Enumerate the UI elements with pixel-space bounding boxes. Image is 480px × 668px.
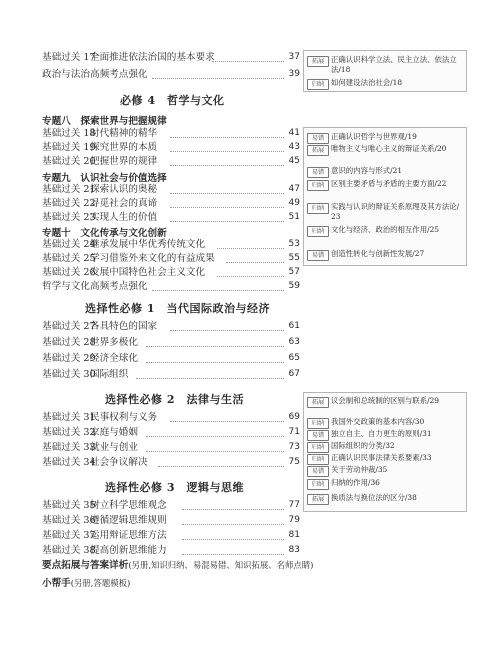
leader-dots: [182, 511, 284, 525]
toc-row-page: 61: [288, 321, 300, 331]
toc-row-title: 把握世界的规律: [90, 156, 158, 167]
note-text: 我国外交政策的基本内容/30: [331, 417, 425, 426]
toc-row-title: 就业与创业: [90, 442, 138, 453]
toc-row-label: 基础过关 17: [42, 52, 96, 63]
toc-row-29[interactable]: [42, 352, 300, 365]
helper-title: 小帮手: [42, 578, 71, 589]
toc-row-title: 探究世界的本质: [90, 142, 158, 153]
toc-row-philosophy-review[interactable]: [42, 280, 300, 293]
toc-row-label: 基础过关 34: [42, 457, 96, 468]
answer-supplement-note: (另册,知识归纳、易混易错、知识拓展、名师点睛): [128, 560, 314, 570]
toc-row-label: 基础过关 35: [42, 500, 96, 511]
toc-row-34[interactable]: [42, 456, 300, 469]
toc-row-label: 基础过关 32: [42, 427, 96, 438]
leader-dots: [158, 453, 284, 467]
note-tag: 易错: [307, 250, 329, 261]
toc-row-title: 时代精神的精华: [90, 128, 158, 139]
note-text: 换质法与换位法的区分/38: [331, 493, 417, 502]
toc-row-page: 77: [288, 500, 300, 510]
toc-row-title: 高频考点强化: [90, 281, 148, 292]
toc-row-20[interactable]: [42, 155, 300, 168]
toc-row-page: 45: [288, 156, 300, 166]
side-notes-box-1: [303, 50, 467, 92]
leader-dots: [182, 496, 284, 510]
note-text: 意识的内容与形式/21: [331, 166, 403, 175]
topic-10-heading: 专题十 文化传承与文化创新: [42, 228, 167, 239]
note-text: 正确认识民事法律关系要素/33: [331, 453, 432, 462]
leader-dots: [146, 423, 284, 437]
note-text: 正确认识科学立法、民主立法、依法立法/18: [331, 55, 457, 74]
toc-row-38[interactable]: [42, 544, 300, 557]
note-tag: 归纳: [307, 79, 329, 90]
toc-row-page: 37: [288, 52, 300, 62]
toc-row-label: 基础过关 37: [42, 530, 96, 541]
toc-row-17[interactable]: [42, 51, 300, 64]
toc-row-page: 51: [288, 212, 300, 222]
note-text: 议会制和总统制的区别与联系/29: [331, 396, 439, 405]
toc-row-label: 哲学与文化: [42, 281, 90, 292]
toc-row-label: 基础过关 23: [42, 212, 96, 223]
note-tag: 易错: [307, 167, 329, 178]
leader-dots: [146, 349, 284, 363]
toc-row-title: 高频考点强化: [90, 69, 148, 80]
leader-dots: [170, 317, 284, 331]
leader-dots: [226, 249, 284, 263]
toc-row-page: 59: [288, 281, 300, 291]
toc-row-label: 基础过关 27: [42, 321, 96, 332]
toc-row-label: 基础过关 26: [42, 267, 96, 278]
leader-dots: [152, 277, 284, 291]
toc-row-page: 69: [288, 412, 300, 422]
toc-row-title: 世界多极化: [90, 337, 138, 348]
note-text: 文化与经济、政治的相互作用/25: [331, 225, 439, 234]
toc-row-title: 提高创新思维能力: [90, 545, 167, 556]
leader-dots: [152, 65, 284, 79]
toc-row-28[interactable]: [42, 336, 300, 349]
note-tag: 拓展: [307, 494, 329, 505]
helper-note: (另册,答题模板): [70, 578, 131, 588]
toc-row-page: 47: [288, 184, 300, 194]
note-tag: 拓展: [307, 397, 329, 408]
leader-dots: [170, 194, 284, 208]
answer-supplement-title: 要点拓展与答案详析: [42, 560, 129, 571]
note-text: 关于劳动仲裁/35: [331, 465, 388, 474]
side-notes-box-2: [303, 127, 467, 266]
topic-9-heading: 专题九 认识社会与价值选择: [42, 173, 167, 184]
toc-row-title: 经济全球化: [90, 353, 138, 364]
toc-row-title: 各具特色的国家: [90, 321, 158, 332]
toc-row-label: 基础过关 29: [42, 353, 96, 364]
section-heading-elective-2: 选择性必修 2 法律与生活: [105, 393, 244, 406]
toc-row-page: 49: [288, 198, 300, 208]
side-notes-box-3: [303, 392, 467, 512]
helper-line: [42, 575, 130, 589]
toc-row-politics-review[interactable]: [42, 68, 300, 81]
toc-row-label: 基础过关 36: [42, 515, 96, 526]
toc-row-label: 政治与法治: [42, 69, 90, 80]
toc-row-label: 基础过关 28: [42, 337, 96, 348]
note-text: 如何建设法治社会/18: [331, 78, 403, 87]
leader-dots: [217, 263, 284, 277]
note-tag: 归纳: [307, 226, 329, 237]
toc-row-title: 民事权利与义务: [90, 412, 158, 423]
section-heading-required-4: 必修 4 哲学与文化: [120, 94, 225, 107]
leader-dots: [170, 180, 284, 194]
note-tag: 归纳: [307, 180, 329, 191]
toc-row-page: 67: [288, 369, 300, 379]
note-text: 唯物主义与唯心主义的辩证关系/20: [331, 144, 447, 153]
leader-dots: [170, 124, 284, 138]
note-tag: 归纳: [307, 203, 329, 214]
toc-row-page: 43: [288, 142, 300, 152]
note-tag: 归纳: [307, 418, 329, 429]
note-text: 独立自主、自力更生的原则/31: [331, 429, 432, 438]
toc-row-label: 基础过关 38: [42, 545, 96, 556]
toc-row-page: 75: [288, 457, 300, 467]
toc-row-page: 81: [288, 530, 300, 540]
leader-dots: [170, 138, 284, 152]
toc-row-title: 寻觅社会的真谛: [90, 198, 158, 209]
toc-row-title: 遵循逻辑思维规则: [90, 515, 167, 526]
leader-dots: [217, 235, 284, 249]
topic-8-heading: 专题八 探索世界与把握规律: [42, 116, 167, 127]
note-text: 正确认识哲学与世界观/19: [331, 132, 417, 141]
leader-dots: [212, 48, 284, 62]
leader-dots: [136, 365, 284, 379]
toc-row-title: 发展中国特色社会主义文化: [90, 267, 206, 278]
toc-row-title: 全面推进依法治国的基本要求: [90, 52, 215, 63]
toc-row-label: 基础过关 25: [42, 253, 96, 264]
toc-row-page: 39: [288, 69, 300, 79]
toc-row-label: 基础过关 18: [42, 128, 96, 139]
leader-dots: [170, 208, 284, 222]
note-tag: 拓展: [307, 56, 329, 67]
toc-row-page: 73: [288, 442, 300, 452]
leader-dots: [182, 526, 284, 540]
toc-row-page: 41: [288, 128, 300, 138]
note-text: 归纳的作用/36: [331, 478, 380, 487]
leader-dots: [146, 333, 284, 347]
answer-supplement-line: [42, 557, 313, 571]
leader-dots: [146, 438, 284, 452]
section-heading-elective-3: 选择性必修 3 逻辑与思维: [105, 481, 244, 494]
note-text: 实践与认识的辩证关系原理及其方法论/23: [331, 202, 460, 221]
toc-row-label: 基础过关 20: [42, 156, 96, 167]
toc-row-page: 57: [288, 267, 300, 277]
toc-row-label: 基础过关 33: [42, 442, 96, 453]
toc-row-page: 55: [288, 253, 300, 263]
toc-row-page: 71: [288, 427, 300, 437]
toc-row-page: 53: [288, 239, 300, 249]
toc-row-title: 运用辩证思维方法: [90, 530, 167, 541]
toc-row-title: 社会争议解决: [90, 457, 148, 468]
toc-row-23[interactable]: [42, 211, 300, 224]
toc-row-label: 基础过关 21: [42, 184, 96, 195]
note-tag: 易错: [307, 430, 329, 441]
note-tag: 归纳: [307, 442, 329, 453]
toc-row-label: 基础过关 31: [42, 412, 96, 423]
note-text: 国际组织的分类/32: [331, 441, 395, 450]
toc-row-label: 基础过关 24: [42, 239, 96, 250]
toc-row-page: 79: [288, 515, 300, 525]
toc-row-title: 家庭与婚姻: [90, 427, 138, 438]
toc-row-title: 实现人生的价值: [90, 212, 158, 223]
note-tag: 易错: [307, 466, 329, 477]
note-tag: 拓展: [307, 145, 329, 156]
toc-row-label: 基础过关 19: [42, 142, 96, 153]
leader-dots: [170, 408, 284, 422]
toc-row-30[interactable]: [42, 368, 300, 381]
toc-row-label: 基础过关 30: [42, 369, 96, 380]
toc-row-label: 基础过关 22: [42, 198, 96, 209]
leader-dots: [170, 152, 284, 166]
toc-row-page: 63: [288, 337, 300, 347]
section-heading-elective-1: 选择性必修 1 当代国际政治与经济: [85, 302, 270, 315]
toc-row-page: 83: [288, 545, 300, 555]
note-tag: 归纳: [307, 454, 329, 465]
note-text: 区别主要矛盾与矛盾的主要方面/22: [331, 179, 447, 188]
toc-row-page: 65: [288, 353, 300, 363]
toc-row-title: 国际组织: [90, 369, 129, 380]
toc-row-27[interactable]: [42, 320, 300, 333]
toc-row-title: 探索认识的奥秘: [90, 184, 158, 195]
toc-row-title: 学习借鉴外来文化的有益成果: [90, 253, 215, 264]
toc-row-title: 树立科学思维观念: [90, 500, 167, 511]
note-tag: 易错: [307, 133, 329, 144]
note-tag: 归纳: [307, 479, 329, 490]
leader-dots: [182, 541, 284, 555]
toc-row-title: 继承发展中华优秀传统文化: [90, 239, 206, 250]
note-text: 创造性转化与创新性发展/27: [331, 249, 425, 258]
